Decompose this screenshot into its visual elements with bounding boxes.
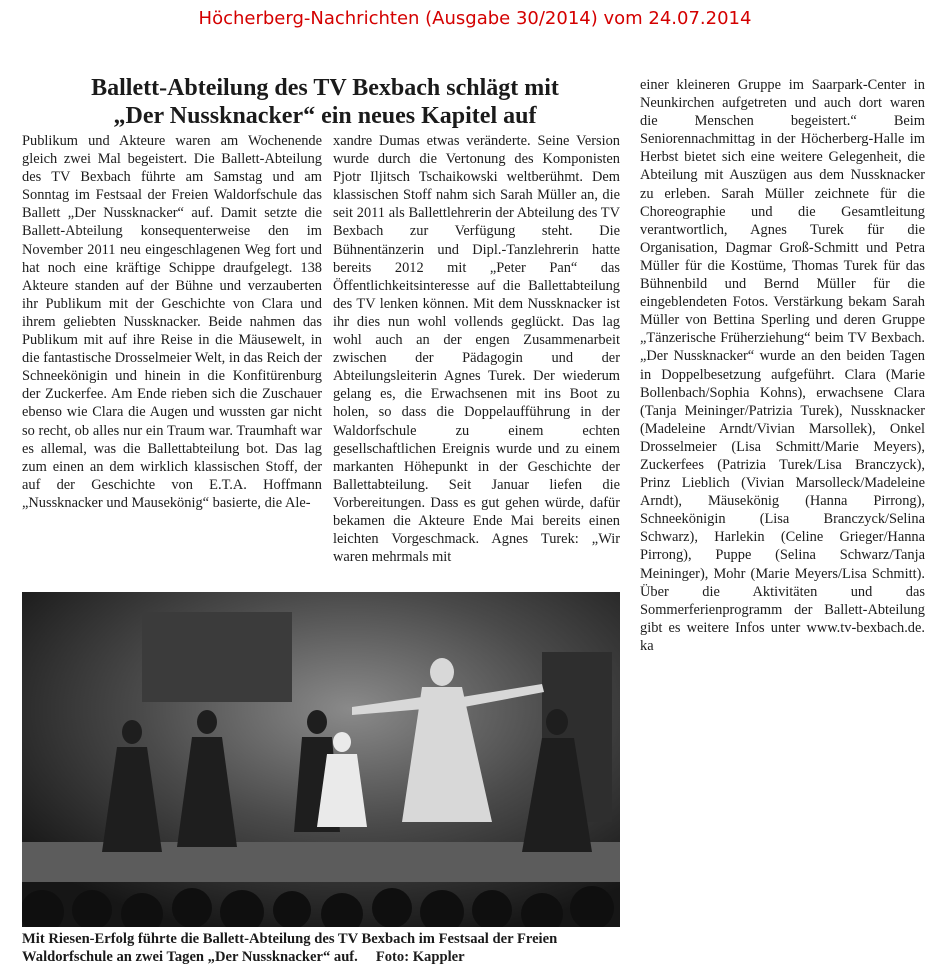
photo-caption xyxy=(22,930,622,966)
caption-text: Mit Riesen-Erfolg führte die Ballett-Abteilung des TV Bexbach im Festsaal der Freien Waldorfschule an zwei Tagen „Der Nussknacker“ auf. xyxy=(22,931,558,965)
article-column-1: Publikum und Akteure waren am Wochenende gleich zwei Mal begeistert. Die Ballett-Abteilung des TV Bexbach führte am Samstag und am Sonntag im Festsaal der Freien Waldorfschule das Ballett „Der Nussknacker“ auf. Damit setzte die Ballett-Abteilung konsequenterweise den im November 2011 neu eingeschlagenen Weg fort und hat noch eine kräftige Schippe draufgelegt. 138 Akteure standen auf der Bühne und verzauberten ihr Publikum mit der Geschichte von Clara und ihrem geliebten Nussknacker. Beide nahmen das Publikum mit auf ihre Reise in die Mäusewelt, in die fantastische Drosselmeier Welt, in das Reich der Schneekönigin und hinein in die Konfitürenburg der Zuckerfee. Am Ende rieben sich die Zuschauer ebenso wie Clara die Augen und wussten gar nicht so recht, ob alles nur ein Traum war. Traumhaft war es allemal, was die Ballettabteilung bot. Das lag zum einen an dem wirklich klassischen Stoff, der auf der Geschichte von E.T.A. Hoffmann „Nussknacker und Mausekönig“ basierte, die Ale- xyxy=(22,133,322,511)
article-column-2: xandre Dumas etwas veränderte. Seine Version wurde durch die Vertonung des Komponisten Pjotr Iljitsch Tschaikowski weltberühmt. Dem klassischen Stoff nahm sich Sarah Müller an, die seit 2011 als Ballettlehrerin der Abteilung des TV Bexbach zur Verfügung steht. Die Bühnentänzerin und Dipl.-Tanzlehrerin hatte bereits 2012 mit „Peter Pan“ das Öffentlichkeitsinteresse auf die Ballettabteilung des TV lenken können. Mit dem Nussknacker ist ihr dies nun wohl vollends geglückt. Das lag wohl auch an der engen Zusammenarbeit zwischen der Pädagogin und der Abteilungsleiterin Agnes Turek. Der wiederum gelang es, die Erwachsenen mit ins Boot zu holen, so dass die Doppelaufführung in der Waldorfschule zu einem echten gesellschaftlichen Ereignis wurde und zu einem markanten Höhepunkt in der Geschichte der Ballettabteilung. Seit Januar liefen die Vorbereitungen. Dass es gut gehen würde, dafür bekamen die Akteure Ende Mai bereits einen leichten Vorgeschmack. Agnes Turek: „Wir waren mehrmals mit xyxy=(333,133,620,566)
headline-line-1: Ballett-Abteilung des TV Bexbach schlägt mit xyxy=(91,75,559,101)
newspaper-masthead: Höcherberg-Nachrichten (Ausgabe 30/2014) vom 24.07.2014 xyxy=(198,8,752,29)
article-column-3: einer kleineren Gruppe im Saarpark-Center in Neunkirchen aufgetreten und auch dort waren die Menschen begeistert.“ Beim Seniorennachmittag in der Höcherberg-Halle im Herbst bietet sich eine weitere Gelegenheit, die Abteilung mit Auszügen aus dem Nussknacker zu erleben. Sarah Müller zeichnete für die Choreographie und die Gesamtleitung verantwortlich, Agnes Turek für die Organisation, Dagmar Groß-Schmitt und Petra Müller für die Kostüme, Thomas Turek für das Bühnenbild und Bernd Müller für die eingeblendeten Fotos. Verstärkung bekam Sarah Müller von Bettina Sperling und deren Gruppe „Tänzerische Früherziehung“ beim TV Bexbach. „Der Nussknacker“ wurde an den beiden Tagen in Doppelbesetzung aufgeführt. Clara (Marie Bollenbach/Sophia Kohns), erwachsene Clara (Tanja Meininger/Patrizia Turek), Nussknacker (Madeleine Arndt/Vivian Marsollek), Onkel Drosselmeier (Lisa Schmitt/Marie Meyers), Zuckerfees (Patrizia Turek/Lisa Branczyck), Prinz Lieblich (Vivian Marsolleck/Madeleine Arndt), Mäusekönig (Hanna Pirrong), Schneekönigin (Lisa Branczyck/Selina Schwarz), Harlekin (Celine Grieger/Hanna Pirrong), Puppe (Selina Schwarz/Tanja Meininger), Mohr (Marie Meyers/Lisa Schmitt). Über die Aktivitäten und das Sommerferienprogramm der Ballett-Abteilung gibt es weitere Infos unter www.tv-bexbach.de. ka xyxy=(640,77,925,654)
stage-backdrop-left xyxy=(142,612,292,702)
photo-illustration xyxy=(22,592,620,927)
photo-credit: Foto: Kappler xyxy=(375,949,465,965)
ballet-performance-photo xyxy=(22,592,620,927)
headline-line-2: „Der Nussknacker“ ein neues Kapitel auf xyxy=(113,103,537,129)
article-headline xyxy=(30,74,620,130)
